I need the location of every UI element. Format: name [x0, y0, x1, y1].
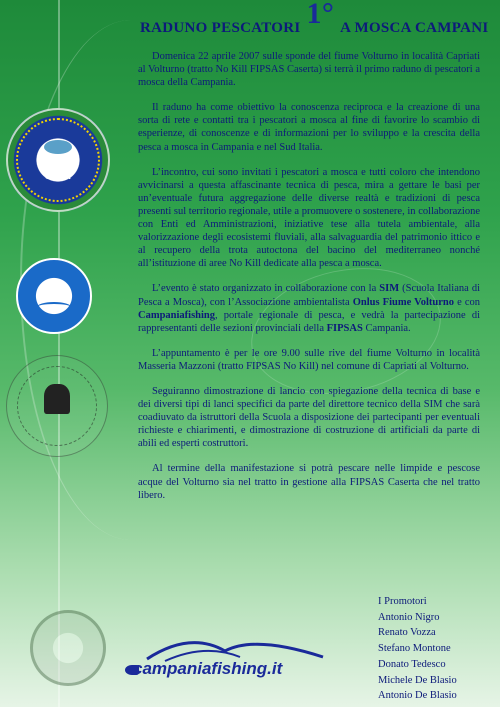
onlus-volturno-logo: [6, 355, 108, 457]
title-right: A MOSCA CAMPANI: [340, 20, 489, 36]
paragraph-objective: Il raduno ha come obiettivo la conoscenza reciproca e la creazione di una sorta di rete e contatti tra i pescatori a mosca al fine di favorire lo scambio di esperienze, di conoscenze e di informazioni per lo sviluppo e la crescita della pesca a mosca in Campania e nel Sud Italia.: [138, 102, 480, 153]
paragraph-organizers: [138, 282, 480, 334]
fishing-reel-icon: [30, 610, 106, 686]
promotore-name: Antonio De Blasio: [378, 690, 457, 702]
brand-wordmark: campaniafishing.it: [133, 659, 283, 678]
p4-sim: SIM: [379, 283, 400, 295]
paragraph-intro: Domenica 22 aprile 2007 sulle sponde del fiume Volturno in località Capriati al Volturno (tratto No Kill FIPSAS Caserta) si terrà il primo raduno di pescatori a mosca della Campania.: [138, 51, 480, 89]
campaniafishing-logo: [125, 625, 325, 685]
p4-e: e con: [454, 296, 480, 308]
sim-logo-stars-ring: [16, 118, 100, 202]
sim-fish-icon: [44, 140, 72, 154]
p4-campaniafishing: Campaniafishing: [138, 309, 216, 321]
fisherman-figure-icon: [44, 384, 70, 414]
p4-a: L’evento è stato organizzato in collaborazione con la: [152, 283, 380, 295]
paragraph-demonstrations: Seguiranno dimostrazione di lancio con spiegazione della tecnica di base e dei diversi tipi di lanci specifici da parte del direttore tecnico della SIM che sarà coadiuvato da istruttori della Scuola a disposizione dei partecipanti per eventuali richieste e chiarimenti, e dimostrazione di costruzione di artificiali da parte di abili ed esperti costruttori.: [138, 385, 480, 450]
promotore-name: Stefano Montone: [378, 643, 451, 655]
promotore-name: Michele De Blasio: [378, 674, 457, 686]
main-text: [138, 50, 480, 514]
sim-logo: [6, 108, 110, 212]
promotori-heading: I Promotori: [378, 596, 427, 607]
mountain-logo-icon: [145, 629, 325, 663]
title-ordinal: 1°: [306, 0, 335, 30]
promotore-name: Donato Tedesco: [378, 658, 446, 670]
fipsas-logo: [16, 258, 92, 334]
paragraph-appointment: L’appuntamento è per le ore 9.00 sulle rive del fiume Volturno in località Masseria Mazzoni (tratto FIPSAS No Kill) nel comune di Capriati al Volturno.: [138, 347, 480, 372]
p4-onlus: Onlus Fiume Volturno: [352, 296, 454, 308]
fipsas-wave-icon: [37, 302, 71, 312]
paragraph-meeting: L’incontro, cui sono invitati i pescatori a mosca e tutti coloro che intendono avvicinarsi a questa affascinante tecnica di pesca, mira a gettare le basi per un’eventuale futura aggregazione delle diverse realtà e tradizioni di pesca presenti sul territorio regionale, utile a promuovere o sostenere, in collaborazione con Enti ed Amministrazioni, iniziative tese alla tutela ambientale, alla valorizzazione degli ecosistemi fluviali, alla salvaguardia del patrimonio ittico e al recupero della trota autoctona del bacino del mediterraneo nonché all’istituzione di aree No Kill dedicate alla pesca a mosca.: [138, 166, 480, 270]
title-left: RADUNO PESCATORI: [140, 20, 301, 36]
paragraph-closing: Al termine della manifestazione si potrà pescare nelle limpide e pescose acque del Volturno sia nel tratto in gestione alla FIPSAS Caserta che nel tratto libero.: [138, 463, 480, 501]
page-title: [140, 0, 490, 42]
p4-g: , portale regionale di pesca, e vedrà la partecipazione di rappresentanti delle sezioni provinciali della: [138, 309, 480, 334]
decorative-fly-line: [58, 0, 60, 707]
promotore-name: Renato Vozza: [378, 627, 436, 639]
p4-c: (Scuola Italiana di Pesca a Mosca), con l’Associazione ambientalista: [138, 283, 480, 308]
p4-fipsas: FIPSAS: [326, 322, 363, 334]
sim-logo-text: S.I.M.: [44, 171, 72, 182]
promotore-name: Antonio Nigro: [378, 611, 440, 623]
promotori-list: [378, 594, 493, 704]
p4-i: Campania.: [362, 322, 411, 334]
